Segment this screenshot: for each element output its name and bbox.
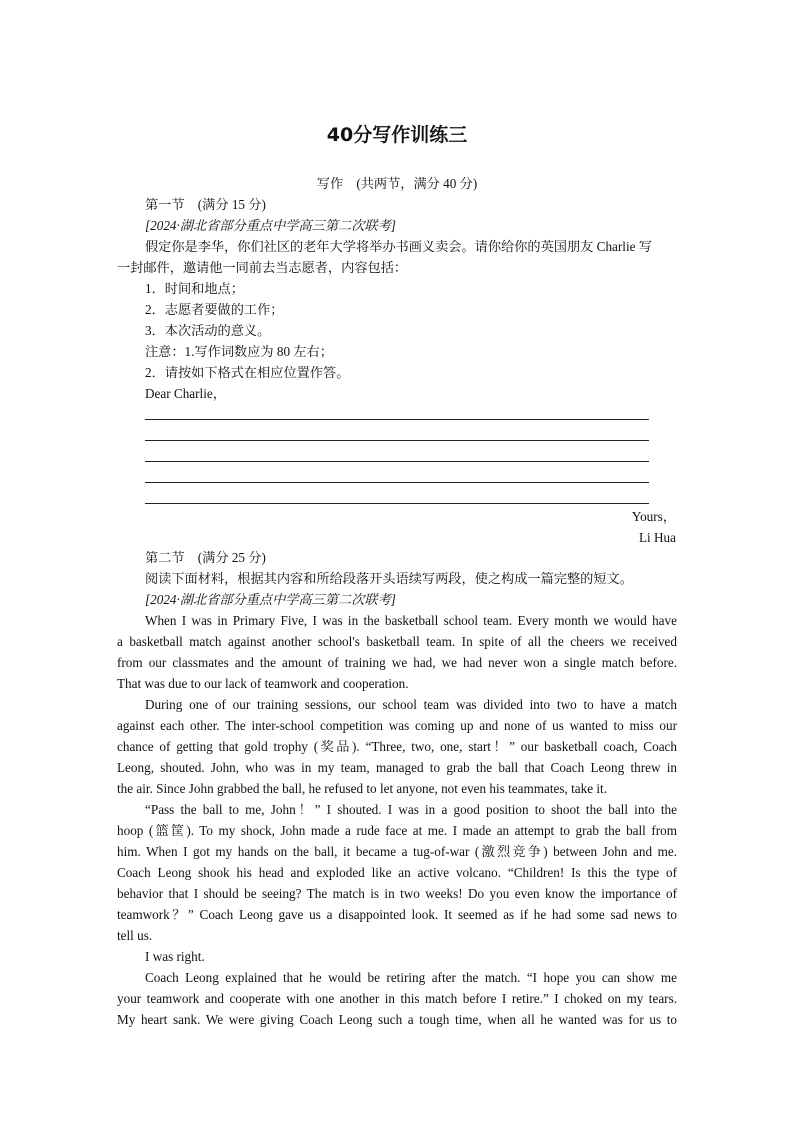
note-1: 注意：1.写作词数应为 80 左右； bbox=[145, 344, 333, 359]
page-subtitle: 写作 (共两节，满分 40 分) bbox=[316, 176, 478, 191]
answer-line[interactable] bbox=[145, 441, 649, 462]
story-text bbox=[117, 610, 677, 1030]
note-2: 2．请按如下格式在相应位置作答。 bbox=[145, 365, 350, 380]
section-2 bbox=[145, 547, 685, 610]
page-title: 40分写作训练三 bbox=[326, 124, 468, 146]
story-line: When I was in Primary Five, I was in the basketball school team. Every month we would have bbox=[145, 613, 677, 628]
section-1-prompt-line-2: 一封邮件，邀请他一同前去当志愿者，内容包括： bbox=[117, 260, 408, 275]
story-line: Leong, shouted. John, who was in my team, managed to grab the ball that Coach Leong threw in bbox=[117, 760, 677, 775]
section-1 bbox=[145, 194, 680, 257]
story-line: “Pass the ball to me, John！” I shouted. I was in a good position to shoot the ball into the bbox=[145, 802, 677, 817]
story-line: That was due to our lack of teamwork and cooperation. bbox=[117, 676, 409, 691]
section-2-instruction: 阅读下面材料，根据其内容和所给段落开头语续写两段，使之构成一篇完整的短文。 bbox=[145, 571, 633, 586]
section-1-prompt-cont bbox=[117, 257, 677, 278]
story-line: tell us. bbox=[117, 928, 153, 943]
section-2-heading: 第二节 (满分 25 分) bbox=[145, 550, 266, 565]
story-line: against each other. The inter-school competition was coming up and none of us wanted to miss our bbox=[117, 718, 677, 733]
section-1-heading: 第一节 (满分 15 分) bbox=[145, 197, 266, 212]
story-line: behavior that I should be seeing? The match is in two weeks! Do you even know the importance of bbox=[117, 886, 677, 901]
story-line: hoop (篮筐). To my shock, John made a rude face at me. I made an attempt to grab the ball from bbox=[117, 823, 677, 838]
story-line: During one of our training sessions, our school team was divided into two to have a match bbox=[145, 697, 677, 712]
requirement-item-3: 3．本次活动的意义。 bbox=[145, 323, 271, 338]
story-line: from our classmates and the amount of training we had, we had never won a single match before. bbox=[117, 655, 677, 670]
section-2-source: [2024·湖北省部分重点中学高三第二次联考] bbox=[145, 592, 396, 607]
answer-line[interactable] bbox=[145, 483, 649, 504]
story-line: chance of getting that gold trophy (奖品). “Three, two, one, start！” our basketball coach, Coach bbox=[117, 739, 677, 754]
story-line: your teamwork and cooperate with one another in this match before I retire.” I choked on my tears. bbox=[117, 991, 677, 1006]
story-line: a basketball match against another school's basketball team. In spite of all the cheers we received bbox=[117, 634, 677, 649]
requirement-item-2: 2．志愿者要做的工作； bbox=[145, 302, 284, 317]
answer-lines[interactable] bbox=[145, 399, 649, 504]
section-1-prompt-line-1: 假定你是李华，你们社区的老年大学将举办书画义卖会。请你给你的英国朋友 Charlie 写 bbox=[145, 239, 652, 254]
section-1-source: [2024·湖北省部分重点中学高三第二次联考] bbox=[145, 218, 396, 233]
story-line: the air. Since John grabbed the ball, he refused to let anyone, not even his teammates, take it. bbox=[117, 781, 607, 796]
letter-greeting: Dear Charlie， bbox=[145, 386, 226, 401]
section-1-items bbox=[145, 278, 705, 404]
story-line: Coach Leong explained that he would be retiring after the match. “I hope you can show me bbox=[145, 970, 677, 985]
letter-signature: Li Hua bbox=[639, 530, 676, 545]
answer-line[interactable] bbox=[145, 462, 649, 483]
story-line: I was right. bbox=[145, 949, 205, 964]
story-line: Coach Leong shook his head and exploded like an active volcano. “Children! Is this the type of bbox=[117, 865, 677, 880]
story-line: teamwork？” Coach Leong gave us a disappointed look. It seemed as if he had some sad news to bbox=[117, 907, 677, 922]
requirement-item-1: 1．时间和地点； bbox=[145, 281, 244, 296]
story-line: him. When I got my hands on the ball, it became a tug-of-war (激烈竞争) between John and me. bbox=[117, 844, 677, 859]
story-line: My heart sank. We were giving Coach Leong such a tough time, when all he wanted was for us to bbox=[117, 1012, 677, 1027]
answer-line[interactable] bbox=[145, 399, 649, 420]
answer-line[interactable] bbox=[145, 420, 649, 441]
letter-closing: Yours， bbox=[631, 509, 676, 524]
